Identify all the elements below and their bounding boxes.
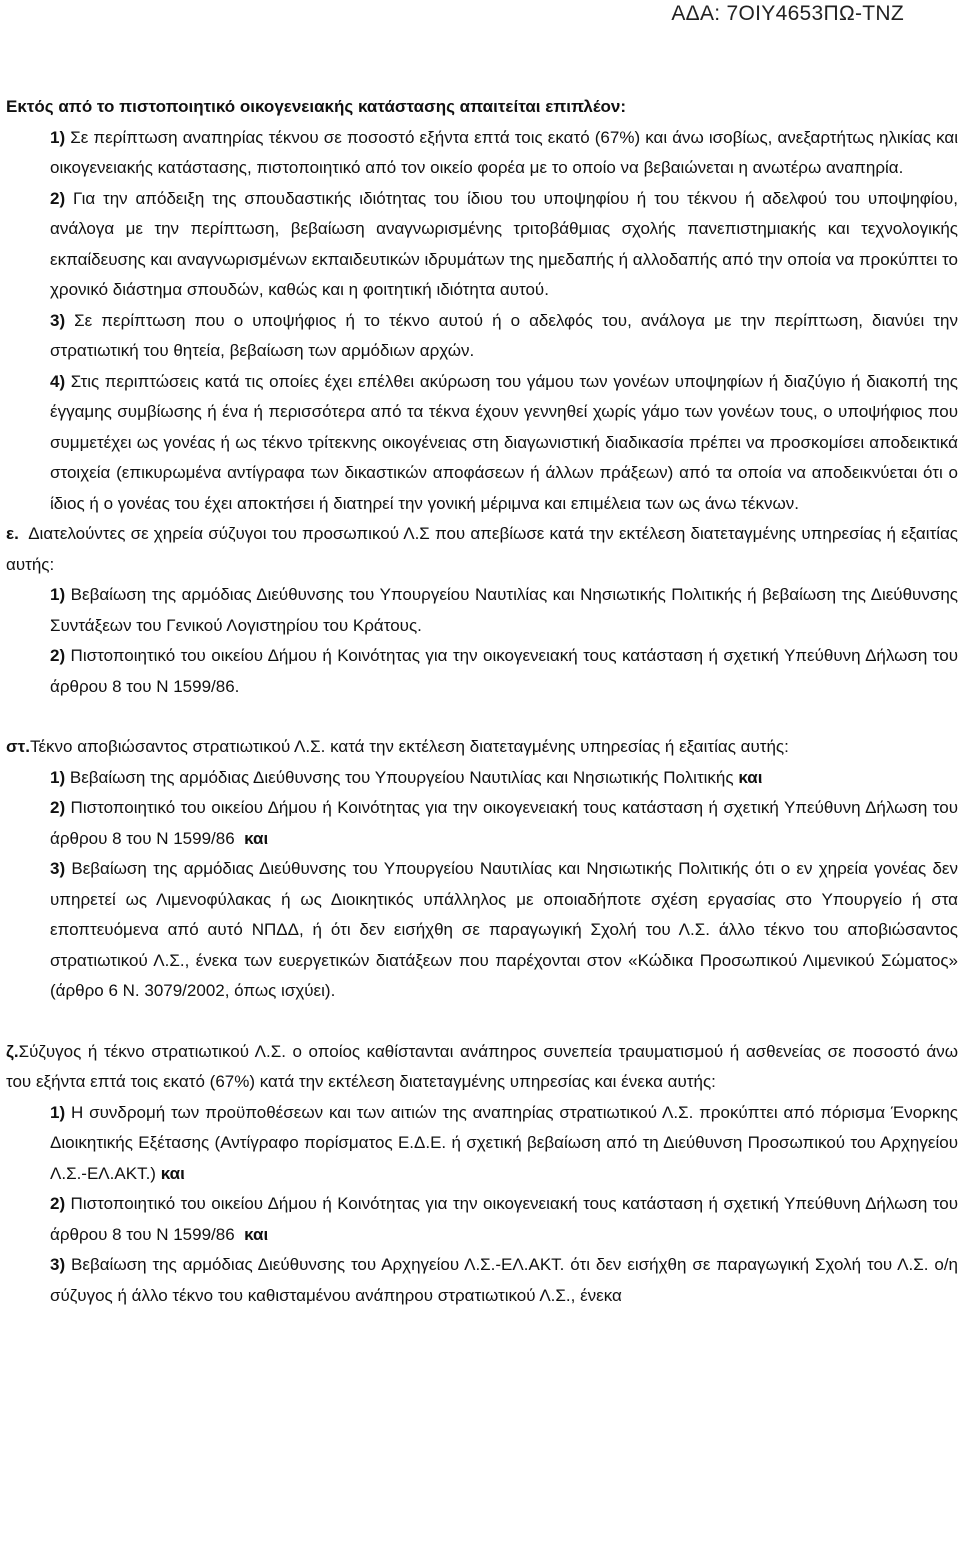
- section-z-item-3: 3) Βεβαίωση της αρμόδιας Διεύθυνσης του Αρχηγείου Λ.Σ.-ΕΛ.ΑΚΤ. ότι δεν εισήχθη σε παραγωγική Σχολή του Λ.Σ. ο/η σύζυγος ή άλλο τέκνο του καθισταμένου ανάπηρου στρατιωτικού Λ.Σ., ένεκα: [50, 1255, 958, 1305]
- section-st-item-2: 2) Πιστοποιητικό του οικείου Δήμου ή Κοινότητας για την οικογενειακή τους κατάσταση ή σχετική Υπεύθυνη Δήλωση του άρθρου 8 του Ν 1599/86 και: [50, 798, 958, 848]
- section-st-heading: στ.Τέκνο αποβιώσαντος στρατιωτικού Λ.Σ. κατά την εκτέλεση διατεταγμένης υπηρεσίας ή εξαιτίας αυτής:: [6, 737, 789, 756]
- block1-item-1: 1) Σε περίπτωση αναπηρίας τέκνου σε ποσοστό εξήντα επτά τοις εκατό (67%) και άνω ισοβίως, ανεξαρτήτως ηλικίας και οικογενειακής κατάστασης, πιστοποιητικό από τον οικείο φορέα με το οποίο να βεβαιώνεται η ανωτέρω αναπηρία.: [50, 127, 958, 177]
- section-e-item-1: 1) Βεβαίωση της αρμόδιας Διεύθυνσης του Υπουργείου Ναυτιλίας και Νησιωτικής Πολιτικής ή βεβαίωση της Διεύθυνσης Συντάξεων του Γενικού Λογιστηρίου του Κράτους.: [50, 585, 958, 635]
- intro-line: Εκτός από το πιστοποιητικό οικογενειακής κατάστασης απαιτείται επιπλέον:: [6, 97, 627, 116]
- section-z-item-2: 2) Πιστοποιητικό του οικείου Δήμου ή Κοινότητας για την οικογενειακή τους κατάσταση ή σχετική Υπεύθυνη Δήλωση του άρθρου 8 του Ν 1599/86 και: [50, 1194, 958, 1244]
- section-st-item-1: 1) Βεβαίωση της αρμόδιας Διεύθυνσης του Υπουργείου Ναυτιλίας και Νησιωτικής Πολιτικής και: [50, 767, 763, 787]
- section-e-heading: ε. Διατελούντες σε χηρεία σύζυγοι του προσωπικού Λ.Σ που απεβίωσε κατά την εκτέλεση διατεταγμένης υπηρεσίας ή εξαιτίας αυτής:: [6, 524, 959, 574]
- ada-code: ΑΔΑ: 7ΟΙΥ4653ΠΩ-ΤΝΖ: [671, 2, 904, 25]
- block1-item-2: 2) Για την απόδειξη της σπουδαστικής ιδιότητας του ίδιου του υποψηφίου ή του τέκνου ή αδελφού του υποψηφίου, ανάλογα με την περίπτωση, βεβαίωση αναγνωρισμένης τριτοβάθμιας σχολής πανεπιστημιακής και τεχνολογικής εκπαίδευσης και αναγνωρισμένων εκπαιδευτικών ιδρυμάτων της ημεδαπής ή αλλοδαπής από την οποία να προκύπτει το χρονικό διάστημα σπουδών, καθώς και η φοιτητική ιδιότητα αυτού.: [50, 188, 958, 299]
- section-z-item-1: 1) Η συνδρομή των προϋποθέσεων και των αιτιών της αναπηρίας στρατιωτικού Λ.Σ. προκύπτει από πόρισμα Ένορκης Διοικητικής Εξέτασης (Αντίγραφο πορίσματος Ε.Δ.Ε. ή σχετική βεβαίωση από τη Διεύθυνση Προσωπικού του Αρχηγείου Λ.Σ.-ΕΛ.ΑΚΤ.) και: [50, 1102, 958, 1183]
- section-st-item-3: 3) Βεβαίωση της αρμόδιας Διεύθυνσης του Υπουργείου Ναυτιλίας και Νησιωτικής Πολιτικής ότι ο εν χηρεία γονέας δεν υπηρετεί ως Λιμενοφύλακας ή ως Διοικητικός υπάλληλος με οποιαδήποτε σχέση εργασίας στο Υπουργείο ή στα εποπτευόμενα από αυτό ΝΠΔΔ, ή ότι δεν εισήχθη σε παραγωγική Σχολή του Λ.Σ. άλλο τέκνο του αποβιώσαντος στρατιωτικού Λ.Σ., ένεκα των ευεργετικών διατάξεων που παρέχονται στον «Κώδικα Προσωπικού Λιμενικού Σώματος» (άρθρο 6 Ν. 3079/2002, όπως ισχύει).: [50, 859, 958, 1000]
- block1-item-3: 3) Σε περίπτωση που ο υποψήφιος ή το τέκνο αυτού ή ο αδελφός του, ανάλογα με την περίπτωση, διανύει την στρατιωτική του θητεία, βεβαίωση των αρμόδιων αρχών.: [50, 310, 958, 360]
- section-e-item-2: 2) Πιστοποιητικό του οικείου Δήμου ή Κοινότητας για την οικογενειακή τους κατάσταση ή σχετική Υπεύθυνη Δήλωση του άρθρου 8 του Ν 1599/86.: [50, 646, 958, 696]
- section-z-heading: ζ.Σύζυγος ή τέκνο στρατιωτικού Λ.Σ. ο οποίος καθίστανται ανάπηρος συνεπεία τραυματισμού ή ασθενείας σε ποσοστό άνω του εξήντα επτά τοις εκατό (67%) κατά την εκτέλεση διατεταγμένης υπηρεσίας και ένεκα αυτής:: [6, 1041, 958, 1091]
- document-body: [6, 92, 958, 1311]
- block1-item-4: 4) Στις περιπτώσεις κατά τις οποίες έχει επέλθει ακύρωση του γάμου των γονέων υποψηφίων ή διαζύγιο ή διακοπή της έγγαμης συμβίωσης ή ένα ή περισσότερα από τα τέκνα έχουν γεννηθεί χωρίς γάμο των γονέων τους, ο υποψήφιος που συμμετέχει ως γονέας ή ως τέκνο τρίτεκνης οικογένειας στη διαγωνιστική διαδικασία πρέπει να προσκομίσει αποδεικτικά στοιχεία (επικυρωμένα αντίγραφα των δικαστικών αποφάσεων ή άλλων πράξεων) από τα οποία να αποδεικνύεται ότι ο ίδιος ή ο γονέας του έχει αποκτήσει ή διατηρεί την γονική μέριμνα και επιμέλεια των ως άνω τέκνων.: [50, 371, 958, 513]
